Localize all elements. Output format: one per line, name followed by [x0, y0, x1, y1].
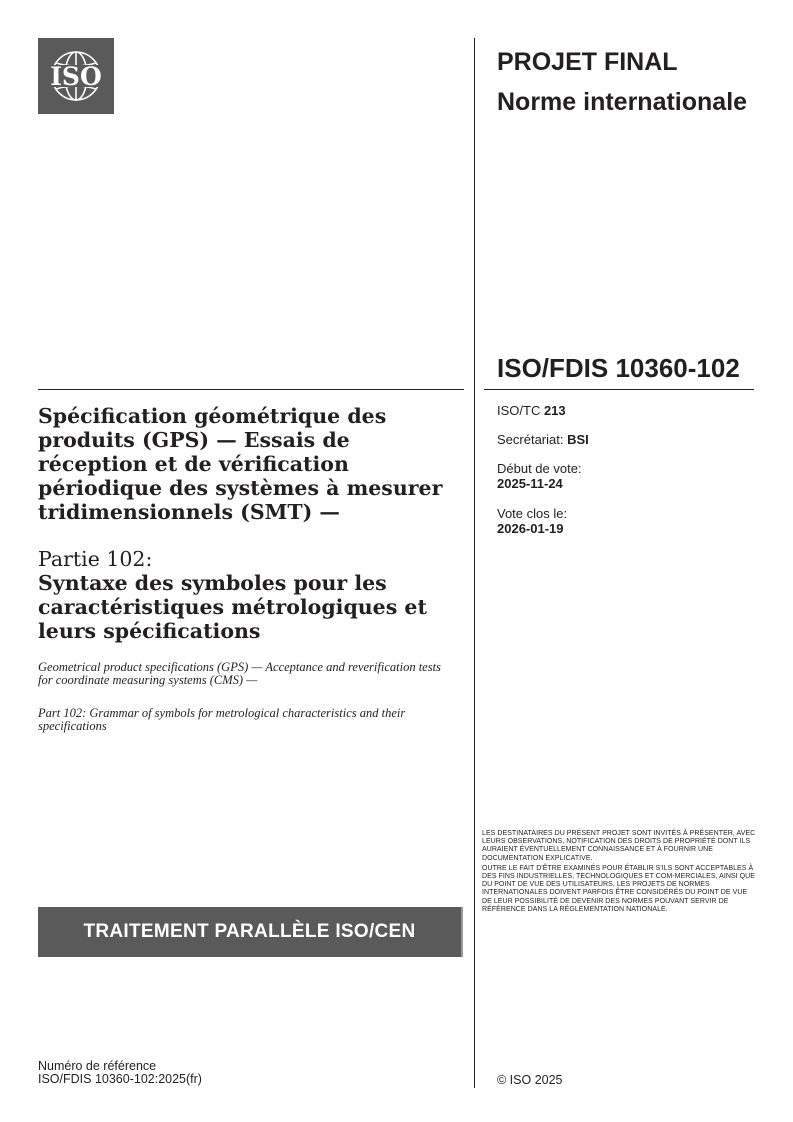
- vertical-divider: [474, 38, 475, 1088]
- reference-number: ISO/FDIS 10360-102:2025(fr): [38, 1072, 202, 1086]
- vote-end-label: Vote clos le:: [497, 506, 568, 521]
- copyright: © ISO 2025: [497, 1073, 563, 1087]
- tc-label: ISO/TC: [497, 403, 544, 418]
- main-title: Spécification géométrique des produits (GPS) — Essais de réception et de vérification périodique des systèmes à mesurer tridimensionnels (SMT) —: [38, 404, 443, 524]
- secretariat-label: Secrétariat:: [497, 432, 568, 447]
- notice-paragraph-1: LES DESTINATAIRES DU PRÉSENT PROJET SONT INVITÉS À PRÉSENTER, AVEC LEURS OBSERVATIONS, NOTIFICATION DES DROITS DE PROPRIÉTÉ DONT ILS AURAIENT ÉVENTUELLEMENT CONNAISSANCE ET À FOURNIR UNE DOCUMENTATION EXPLICATIVE.: [482, 830, 756, 862]
- technical-committee: [497, 403, 757, 418]
- logo-text: ISO: [50, 62, 102, 91]
- horizontal-divider-right: [484, 389, 754, 390]
- tc-value: 213: [543, 403, 566, 418]
- part-label: Partie 102:: [38, 547, 153, 571]
- part-title: Syntaxe des symboles pour les caractéristiques métrologiques et leurs spécifications: [38, 571, 427, 643]
- notice-paragraph-2: OUTRE LE FAIT D'ÊTRE EXAMINÉS POUR ÉTABLIR S'ILS SONT ACCEPTABLES À DES FINS INDUSTRIELLES, TECHNOLOGIQUES ET COM-MERCIALES, AINSI QUE DU POINT DE VUE DES UTILISATEURS, LES PROJETS DE NORMES INTERNATIONALES DOIVENT PARFOIS ÊTRE CONSIDÉRÉS DU POINT DE VUE DE LEUR POSSIBILITÉ DE DEVENIR DES NORMES POUVANT SERVIR DE RÉFÉRENCE DANS LA RÉGLEMENTATION NATIONALE.: [482, 864, 755, 913]
- secretariat-value: BSI: [567, 432, 589, 447]
- vote-end: [497, 506, 757, 536]
- document-status: PROJET FINAL: [497, 48, 678, 76]
- horizontal-divider-left: [38, 389, 464, 390]
- vote-start-label: Début de vote:: [497, 461, 582, 476]
- secretariat: [497, 432, 757, 447]
- banner-text: TRAITEMENT PARALLÈLE ISO/CEN: [83, 921, 416, 942]
- reference-label: Numéro de référence: [38, 1059, 157, 1073]
- vote-start: [497, 461, 757, 491]
- english-title: Geometrical product specifications (GPS) — Acceptance and reverification tests for coordinate measuring systems (CMS) —: [38, 660, 441, 687]
- vote-end-value: 2026-01-19: [497, 521, 564, 536]
- document-type: Norme internationale: [497, 88, 748, 116]
- banner-edge: [461, 907, 463, 957]
- document-number: ISO/FDIS 10360-102: [497, 353, 740, 383]
- iso-logo: [38, 38, 114, 114]
- recipients-notice: [482, 830, 757, 916]
- vote-start-value: 2025-11-24: [497, 476, 563, 491]
- globe-icon: [38, 38, 114, 114]
- parallel-processing-banner: [38, 907, 461, 957]
- english-part-title: Part 102: Grammar of symbols for metrological characteristics and their specifications: [38, 706, 406, 733]
